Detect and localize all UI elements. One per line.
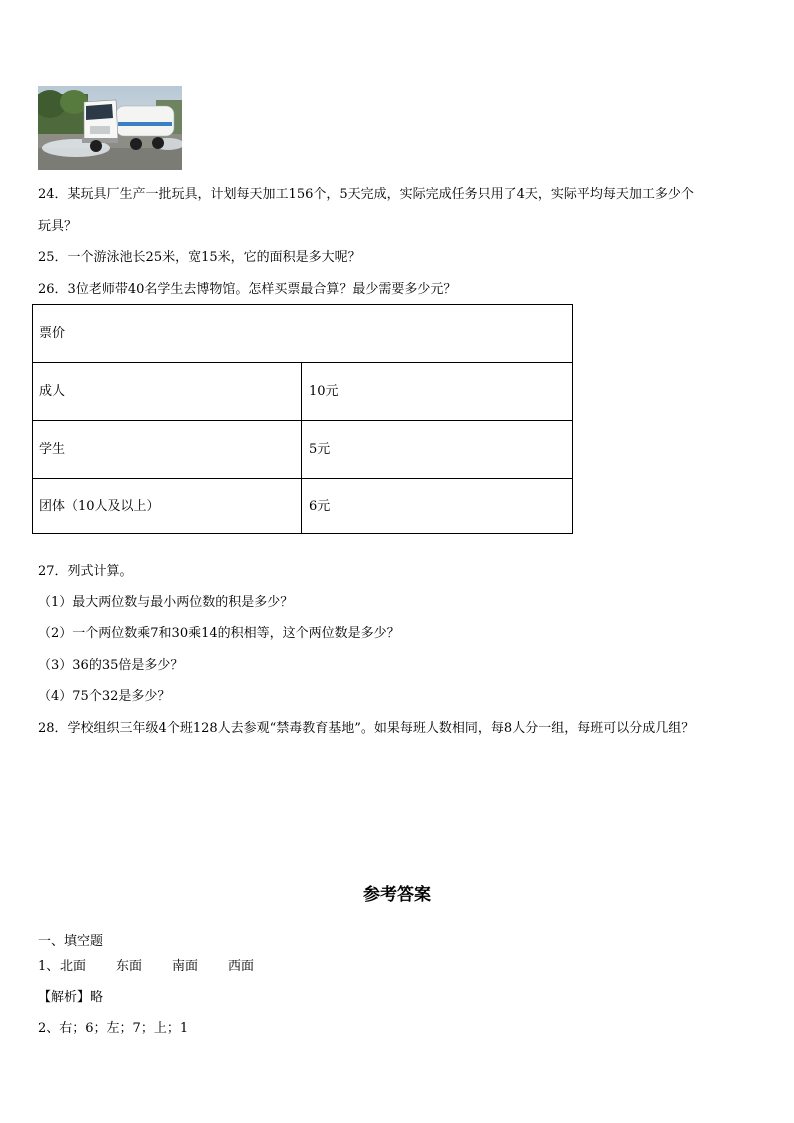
question-27-sub1: （1）最大两位数与最小两位数的积是多少？ bbox=[38, 595, 294, 610]
table-divider bbox=[33, 362, 572, 363]
table-row-student-price: 5元 bbox=[309, 442, 331, 457]
answers-section-heading: 一、填空题 bbox=[38, 934, 104, 949]
ticket-price-table bbox=[32, 304, 573, 534]
question-24-line2: 玩具？ bbox=[38, 219, 78, 234]
table-column-divider bbox=[301, 363, 302, 533]
table-header: 票价 bbox=[39, 326, 66, 341]
question-27: 27．列式计算。 bbox=[38, 564, 133, 579]
table-row-group-price: 6元 bbox=[309, 499, 331, 514]
question-26: 26．3位老师带40名学生去博物馆。怎样买票最合算？最少需要多少元？ bbox=[38, 282, 457, 297]
table-row-student-type: 学生 bbox=[39, 442, 66, 457]
question-27-sub3: （3）36的35倍是多少？ bbox=[38, 658, 184, 673]
water-truck-illustration bbox=[38, 86, 182, 170]
answer-1-item: 西面 bbox=[228, 959, 255, 974]
water-truck-photo bbox=[38, 86, 182, 170]
answer-1-item: 东面 bbox=[116, 959, 143, 974]
answer-1-item: 北面 bbox=[60, 959, 87, 974]
table-row-adult-type: 成人 bbox=[39, 384, 66, 399]
question-28: 28．学校组织三年级4个班128人去参观“禁毒教育基地”。如果每班人数相同，每8人分一组，每班可以分成几组？ bbox=[38, 721, 695, 736]
answer-2: 2、右；6；左；7；上；1 bbox=[38, 1021, 189, 1036]
answer-1-label: 1、 bbox=[38, 959, 60, 974]
answers-title: 参考答案 bbox=[363, 885, 431, 905]
question-27-sub2: （2）一个两位数乘7和30乘14的积相等，这个两位数是多少？ bbox=[38, 626, 400, 641]
table-row-group-type: 团体（10人及以上） bbox=[39, 499, 160, 514]
table-row-adult-price: 10元 bbox=[309, 384, 339, 399]
table-divider bbox=[33, 420, 572, 421]
table-divider bbox=[33, 478, 572, 479]
answer-1-analysis: 【解析】略 bbox=[38, 990, 104, 1005]
question-25: 25．一个游泳池长25米，宽15米，它的面积是多大呢？ bbox=[38, 250, 361, 265]
question-27-sub4: （4）75个32是多少？ bbox=[38, 689, 171, 704]
question-24-line1: 24．某玩具厂生产一批玩具，计划每天加工156个，5天完成，实际完成任务只用了4天，实际平均每天加工多少个 bbox=[38, 187, 694, 202]
answer-1-item: 南面 bbox=[172, 959, 199, 974]
